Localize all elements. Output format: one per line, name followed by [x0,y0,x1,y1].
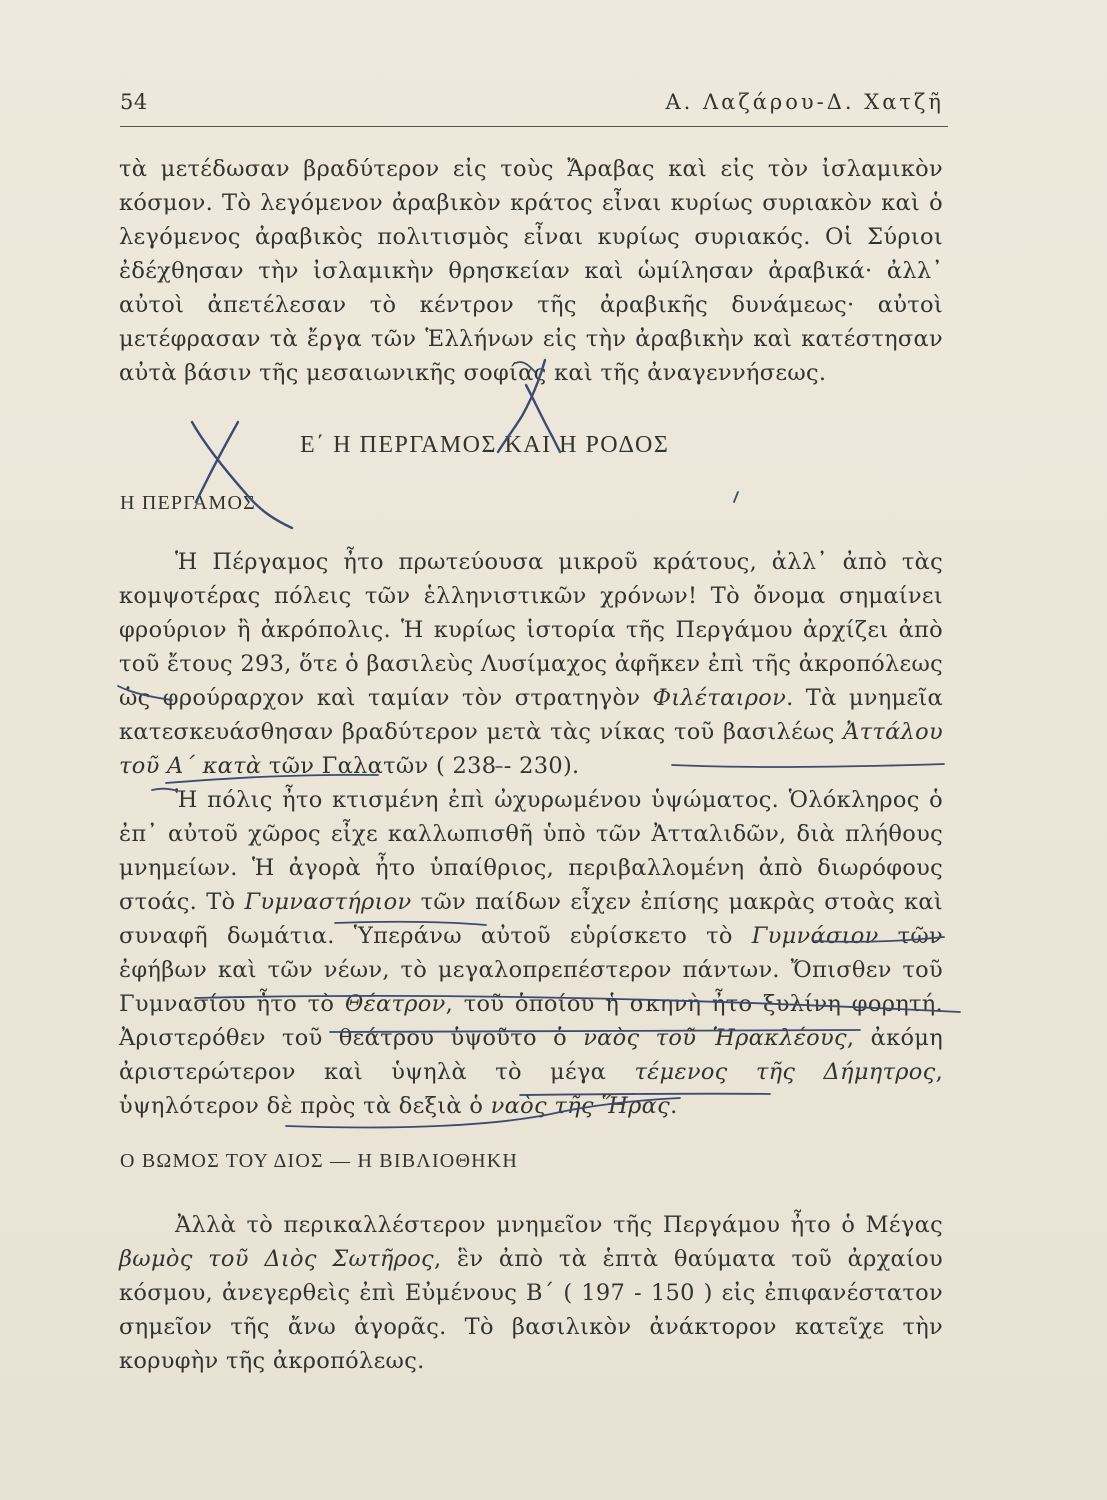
text-span: τῶν παίδων εἶχεν ἐπίσης μακρὰς στοὰς καὶ συναφῆ δωμάτια. Ὑπεράνω αὐτοῦ εὑρίσκετο τὸ [119,889,944,949]
text-span: , ἀκόμη ἀριστερώτερον καὶ ὑψηλὰ τὸ μέγα [119,1025,943,1085]
paragraph-syrian-transmission: τὰ μετέδωσαν βραδύτερον εἰς τοὺς Ἄραβας καὶ εἰς τὸν ἰσλαμικὸν κόσμον. Τὸ λεγόμενον ἀραβικὸν κράτος εἶναι κυρίως συριακὸν καὶ ὁ λεγόμενος ἀραβικὸς πολιτισμὸς εἶναι κυρίως συριακός. Οἱ Σύριοι ἐδέχθησαν τὴν ἰσλαμικὴν θρησκείαν καὶ ὡμίλησαν ἀραβικά· ἀλλ᾿ αὐτοὶ ἀπετέλεσαν τὸ κέντρον τῆς ἀραβικῆς δυνάμεως· αὐτοὶ μετέφρασαν τὰ ἔργα τῶν Ἑλλήνων εἰς τὴν ἀραβικὴν καὶ κατέστησαν αὐτὰ βάσιν τῆς μεσαιωνικῆς σοφίας καὶ τῆς ἀναγεννήσεως. [119,156,943,386]
paragraph-city-monuments [119,783,943,1123]
paragraph-altar-of-zeus [119,1208,943,1378]
text-span: τῶν Γαλατῶν ( 238 - 230). [268,753,580,779]
italic-term-vomos: βωμὸς τοῦ Διὸς Σωτῆρος [119,1246,434,1272]
text-span: , τοῦ ὁποίου ἡ σκηνὴ ἦτο ξυλίνη φορητή. Ἀριστερόθεν τοῦ θεάτρου ὑψοῦτο ὁ [119,991,943,1051]
text-span: Ἀλλὰ τὸ περικαλλέστερον μνημεῖον τῆς Περγάμου ἦτο ὁ Μέγας [175,1212,943,1238]
italic-name-attalos: Ἀττάλου τοῦ Α΄ κατὰ [119,719,943,779]
italic-term-naos-irakleous: ναὸς τοῦ Ἡρακλέους [583,1025,847,1051]
text-span: . Τὰ μνημεῖα κατεσκευάσθησαν βραδύτερον μετὰ τὰς νίκας τοῦ βασιλέως [119,685,944,745]
italic-name-philetairos: Φιλέταιρον [652,685,787,711]
text-span: , ὑψηλότερον δὲ πρὸς τὰ δεξιὰ ὁ [119,1059,944,1119]
page-number: 54 [120,90,148,114]
chapter-heading: Ε΄ Η ΠΕΡΓΑΜΟΣ ΚΑΙ Η ΡΟΔΟΣ [300,432,670,458]
section-heading-altar-library: Ο ΒΩΜΟΣ ΤΟΥ ΔΙΟΣ — Η ΒΙΒΛΙΟΘΗΚΗ [120,1150,519,1172]
text-span: . [670,1093,678,1119]
text-span: Ἡ πόλις ἦτο κτισμένη ἐπὶ ὠχυρωμένου ὑψώματος. Ὁλόκληρος ὁ ἐπ᾿ αὐτοῦ χῶρος εἶχε καλλωπισθῆ ὑπὸ τῶν Ἀτταλιδῶν, διὰ πλήθους μνημείων. Ἡ ἀγορὰ ἦτο ὑπαίθριος, περιβαλλομένη ἀπὸ διωρόφους στοάς. Τὸ [119,787,943,915]
pen-cross-mark [196,422,238,502]
italic-term-naos-iras: ναὸς τῆς Ἥρας [490,1093,671,1119]
text-span: , ἓν ἀπὸ τὰ ἑπτὰ θαύματα τοῦ ἀρχαίου κόσμου, ἀνεγερθεὶς ἐπὶ Εὐμένους Β΄ ( 197 - 150 ) εἰς ἐπιφανέστατον σημεῖον τῆς ἄνω ἀγορᾶς. Τὸ βασιλικὸν ἀνάκτορον κατεῖχε τὴν κορυφὴν τῆς ἀκροπόλεως. [119,1246,943,1374]
pen-stroke [734,492,738,502]
italic-term-gymnasion: Γυμνάσιον [751,923,879,949]
text-span: τῶν ἐφήβων καὶ τῶν νέων, τὸ μεγαλοπρεπέστερον πάντων. Ὄπισθεν τοῦ Γυμνασίου ἦτο τὸ [119,923,944,1017]
italic-term-temenos: τέμενος τῆς Δήμητρος [634,1059,936,1085]
page-header [120,86,948,127]
italic-term-theatron: Θέατρον [344,991,446,1017]
section-heading-pergamos: Η ΠΕΡΓΑΜΟΣ [120,492,257,514]
text-span: Ἡ Πέργαμος ἦτο πρωτεύουσα μικροῦ κράτους, ἀλλ᾿ ἀπὸ τὰς κομψοτέρας πόλεις τῶν ἑλληνιστικῶν χρόνων! Τὸ ὄνομα σημαίνει φρούριον ἢ ἀκρόπολις. Ἡ κυρίως ἱστορία τῆς Περγάμου ἀρχίζει ἀπὸ τοῦ ἔτους 293, ὅτε ὁ βασιλεὺς Λυσίμαχος ἀφῆκεν ἐπὶ τῆς ἀκροπόλεως ὡς φρούραρχον καὶ ταμίαν τὸν στρατηγὸν [119,549,943,711]
paragraph-pergamos-history [119,545,943,783]
running-head-authors: Α. Λαζάρου-Δ. Χατζῆ [665,90,944,114]
italic-term-gymnastirion: Γυμναστήριον [244,889,412,915]
